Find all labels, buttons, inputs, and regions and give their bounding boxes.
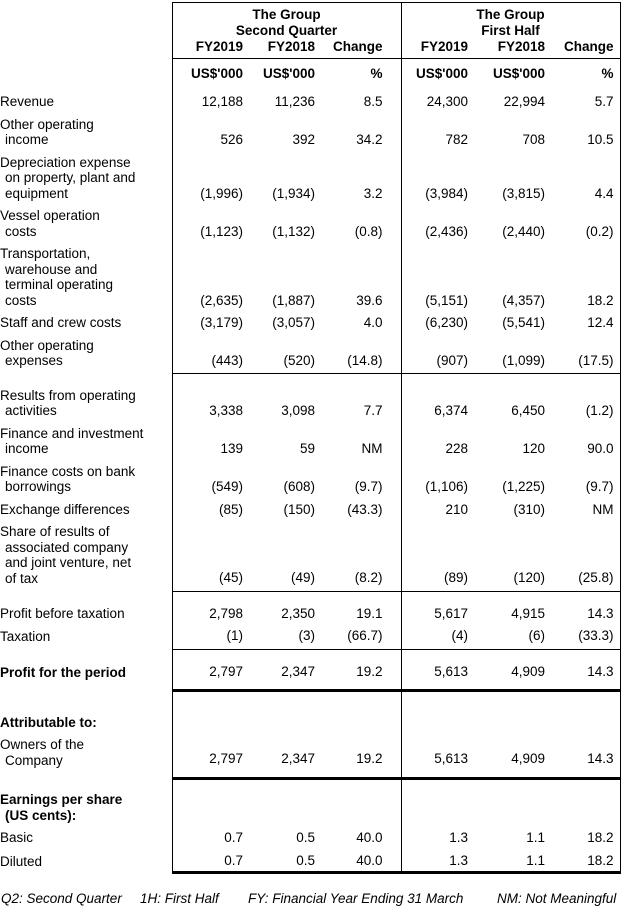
value-cell: (85) <box>172 495 247 518</box>
footnote-legend <box>0 891 629 908</box>
value-cell: 14.3 <box>547 730 620 778</box>
value-cell: (3,057) <box>272 315 315 330</box>
row-label <box>0 691 172 731</box>
value-cell: 22,994 <box>503 94 545 109</box>
value-cell: (4,357) <box>502 292 545 308</box>
value-cell: 5,613 <box>401 730 472 778</box>
value-cell <box>472 691 547 731</box>
row-label-line: Results from operating <box>0 387 136 403</box>
value-cell: (310) <box>513 501 545 517</box>
table-row <box>0 591 620 621</box>
value-cell: (43.3) <box>347 501 383 517</box>
value-cell: 1.1 <box>472 846 547 873</box>
row-label-line: and joint venture, net <box>5 555 132 570</box>
value-cell: (66.7) <box>317 621 401 649</box>
units-row <box>0 58 620 87</box>
value-cell <box>172 691 247 731</box>
value-cell: 392 <box>292 132 315 147</box>
column-header: Change <box>317 38 401 58</box>
value-cell: 5,617 <box>401 591 472 621</box>
value-cell: (4) <box>401 621 472 649</box>
value-cell: (9.7) <box>547 457 620 495</box>
value-cell <box>547 691 620 731</box>
value-cell: 6,450 <box>511 403 545 418</box>
row-label-line: Owners of the <box>0 737 85 752</box>
value-cell: (5,151) <box>401 239 472 308</box>
value-cell: 4.4 <box>547 148 620 202</box>
value-cell: 4,909 <box>472 730 547 778</box>
value-cell: (1,132) <box>272 223 315 239</box>
row-label-line: Staff and crew costs <box>0 315 122 330</box>
row-label <box>0 778 172 823</box>
row-label <box>0 621 172 649</box>
row-label-line: Diluted <box>0 854 43 869</box>
column-header: FY2019 <box>401 38 472 58</box>
row-label-line: Exchange differences <box>0 501 130 517</box>
table-row <box>0 148 620 202</box>
value-cell: (608) <box>283 479 315 494</box>
value-cell: NM <box>361 441 383 456</box>
value-cell: 19.1 <box>356 605 383 621</box>
row-label-line: income <box>5 132 49 147</box>
row-label-line: Vessel operation <box>0 208 100 223</box>
row-label-line: Basic <box>0 830 34 845</box>
row-label-line: activities <box>5 403 57 418</box>
value-cell: (549) <box>172 457 247 495</box>
value-cell <box>317 691 401 731</box>
row-label-line: expenses <box>5 353 63 368</box>
row-label-line: Earnings per share <box>0 792 123 807</box>
value-cell: 0.5 <box>247 846 317 873</box>
value-cell: (0.2) <box>547 201 620 239</box>
value-cell: 6,374 <box>401 374 472 419</box>
row-label <box>0 148 172 202</box>
row-label <box>0 517 172 591</box>
row-label-line: Company <box>5 752 63 768</box>
group-header-second-quarter <box>172 3 401 39</box>
table-row <box>0 730 620 778</box>
value-cell: 2,350 <box>281 605 315 621</box>
units-cell: US$'000 <box>493 65 545 81</box>
row-label <box>0 308 172 331</box>
group2-title-line1: The Group <box>476 7 545 22</box>
value-cell: 0.5 <box>296 830 315 845</box>
value-cell <box>172 778 247 823</box>
value-cell: 120 <box>522 441 545 456</box>
value-cell: (49) <box>247 517 317 591</box>
table-row <box>0 778 620 823</box>
row-label-line: Taxation <box>0 628 51 644</box>
value-cell: 12,188 <box>172 87 247 110</box>
column-header: FY2019 <box>172 38 247 58</box>
value-cell: (1.2) <box>547 374 620 419</box>
value-cell: 3,098 <box>281 403 315 418</box>
table-row <box>0 691 620 731</box>
row-label-line: warehouse and <box>5 261 98 277</box>
value-cell: 4,909 <box>472 649 547 691</box>
value-cell <box>472 778 547 823</box>
units-cell: US$'000 <box>263 65 315 81</box>
row-label-line: (US cents): <box>5 807 77 823</box>
value-cell: (120) <box>472 517 547 591</box>
value-cell: 90.0 <box>547 419 620 457</box>
value-cell: (2,635) <box>172 239 247 308</box>
value-cell: 2,798 <box>172 591 247 621</box>
row-label-line: borrowings <box>5 479 72 494</box>
value-cell: 139 <box>172 419 247 457</box>
value-cell <box>401 691 472 731</box>
units-cell: % <box>370 65 383 81</box>
value-cell: 2,347 <box>247 649 317 691</box>
value-cell: 1.1 <box>526 830 545 845</box>
row-label <box>0 730 172 778</box>
value-cell: 2,797 <box>172 649 247 691</box>
value-cell: 782 <box>401 110 472 148</box>
row-label <box>0 591 172 621</box>
footnote-1h: 1H: First Half <box>140 891 219 906</box>
row-label-line: associated company <box>5 539 129 555</box>
group-header-first-half <box>401 3 620 39</box>
row-label-line: Share of results of <box>0 524 110 539</box>
value-cell: (6) <box>472 621 547 649</box>
row-label-line: Finance costs on bank <box>0 463 136 479</box>
value-cell: 5.7 <box>547 87 620 110</box>
value-cell: (9.7) <box>354 479 383 494</box>
table-row <box>0 517 620 591</box>
value-cell: (2,440) <box>502 223 545 239</box>
row-label <box>0 457 172 495</box>
value-cell: (33.3) <box>547 621 620 649</box>
value-cell: 10.5 <box>547 110 620 148</box>
row-label-line: Revenue <box>0 94 55 109</box>
row-label-line: Finance and investment <box>0 425 144 441</box>
value-cell: 0.7 <box>172 846 247 873</box>
row-label-line: of tax <box>5 570 39 586</box>
row-label-line: Profit for the period <box>0 665 126 680</box>
value-cell: (89) <box>401 517 472 591</box>
value-cell: (1,996) <box>172 148 247 202</box>
units-cell: % <box>547 58 620 87</box>
value-cell: 1.3 <box>401 846 472 873</box>
value-cell <box>317 778 401 823</box>
value-cell: 210 <box>401 495 472 518</box>
value-cell: 4.0 <box>363 315 383 330</box>
table-row <box>0 419 620 457</box>
value-cell: (1) <box>172 621 247 649</box>
value-cell: (907) <box>401 331 472 374</box>
row-label <box>0 87 172 110</box>
table-row <box>0 621 620 649</box>
row-label <box>0 649 172 691</box>
value-cell: 11,236 <box>274 94 315 109</box>
row-label-line: equipment <box>5 185 69 201</box>
table-row <box>0 495 620 518</box>
table-row <box>0 308 620 331</box>
value-cell: 39.6 <box>356 292 383 308</box>
value-cell: 4,915 <box>511 605 545 621</box>
value-cell: (1,099) <box>472 331 547 374</box>
row-label <box>0 823 172 846</box>
value-cell: 3.2 <box>363 185 383 201</box>
value-cell: 40.0 <box>356 830 383 845</box>
row-label <box>0 239 172 308</box>
value-cell: (17.5) <box>547 331 620 374</box>
column-header: FY2018 <box>247 38 317 58</box>
value-cell: 5,613 <box>401 649 472 691</box>
value-cell <box>547 778 620 823</box>
value-cell: (443) <box>172 331 247 374</box>
column-header: Change <box>547 38 620 58</box>
value-cell: (3,984) <box>401 148 472 202</box>
value-cell: (520) <box>247 331 317 374</box>
table-row <box>0 87 620 110</box>
row-label <box>0 846 172 873</box>
value-cell: (3) <box>247 621 317 649</box>
row-label-line: costs <box>5 292 37 308</box>
group2-title-line2: First Half <box>481 22 540 38</box>
value-cell: 24,300 <box>401 87 472 110</box>
value-cell: 708 <box>522 132 545 147</box>
value-cell: 40.0 <box>317 846 401 873</box>
table-body <box>0 87 620 873</box>
units-cell: US$'000 <box>172 58 247 87</box>
footnote-fy: FY: Financial Year Ending 31 March <box>248 891 464 906</box>
row-label-line: Attributable to: <box>0 714 97 730</box>
value-cell: 18.2 <box>547 846 620 873</box>
header-group-row <box>0 3 620 39</box>
header-columns-row <box>0 38 620 58</box>
row-label-line: terminal operating <box>5 277 114 292</box>
value-cell: (1,934) <box>272 185 315 201</box>
row-label-line: on property, plant and <box>5 170 136 185</box>
column-header: FY2018 <box>472 38 547 58</box>
value-cell: 2,347 <box>247 730 317 778</box>
value-cell: (5,541) <box>502 315 545 330</box>
value-cell: 34.2 <box>356 132 383 147</box>
value-cell: 19.2 <box>317 730 401 778</box>
value-cell: (150) <box>283 501 315 517</box>
value-cell: 19.2 <box>317 649 401 691</box>
value-cell: 8.5 <box>363 94 383 109</box>
group1-title-line1: The Group <box>252 7 321 22</box>
row-label <box>0 110 172 148</box>
value-cell: (8.2) <box>317 517 401 591</box>
value-cell: 18.2 <box>547 823 620 846</box>
row-label-line: Transportation, <box>0 246 91 261</box>
table-row <box>0 846 620 873</box>
table-row <box>0 649 620 691</box>
income-statement-table <box>0 2 621 874</box>
value-cell: (1,106) <box>401 457 472 495</box>
value-cell: NM <box>547 495 620 518</box>
row-label <box>0 201 172 239</box>
value-cell <box>247 778 317 823</box>
row-label <box>0 374 172 419</box>
value-cell: 18.2 <box>547 239 620 308</box>
value-cell: (14.8) <box>317 331 401 374</box>
value-cell: 12.4 <box>547 308 620 331</box>
value-cell: 2,797 <box>172 730 247 778</box>
group1-title-line2: Second Quarter <box>235 22 338 38</box>
spacer-cell <box>0 3 172 39</box>
value-cell: (1,123) <box>172 201 247 239</box>
value-cell: (6,230) <box>401 308 472 331</box>
value-cell: 3,338 <box>172 374 247 419</box>
row-label <box>0 331 172 374</box>
table-row <box>0 457 620 495</box>
table-row <box>0 110 620 148</box>
value-cell: (3,179) <box>172 308 247 331</box>
table-row <box>0 239 620 308</box>
value-cell: 7.7 <box>363 403 383 418</box>
row-label-line: income <box>5 441 49 456</box>
row-label-line: Depreciation expense <box>0 154 131 170</box>
row-label <box>0 495 172 518</box>
table-row <box>0 823 620 846</box>
spacer-cell <box>0 38 172 58</box>
value-cell: 59 <box>299 441 315 456</box>
value-cell: (25.8) <box>547 517 620 591</box>
row-label-line: Other operating <box>0 116 94 132</box>
footnote-nm: NM: Not Meaningful <box>497 891 617 906</box>
value-cell: (1,887) <box>272 292 315 308</box>
units-cell: US$'000 <box>401 58 472 87</box>
value-cell: (1,225) <box>502 479 545 494</box>
value-cell: (2,436) <box>401 201 472 239</box>
value-cell: 228 <box>401 419 472 457</box>
value-cell: (3,815) <box>502 185 545 201</box>
table-row <box>0 374 620 419</box>
value-cell: 526 <box>172 110 247 148</box>
value-cell <box>401 778 472 823</box>
value-cell: (0.8) <box>354 223 383 239</box>
value-cell: 0.7 <box>172 823 247 846</box>
row-label <box>0 419 172 457</box>
table-row <box>0 201 620 239</box>
value-cell: 14.3 <box>547 649 620 691</box>
spacer-cell <box>0 58 172 87</box>
table-row <box>0 331 620 374</box>
row-label-line: Profit before taxation <box>0 605 125 621</box>
row-label-line: Other operating <box>0 337 94 353</box>
value-cell: (45) <box>172 517 247 591</box>
value-cell <box>247 691 317 731</box>
value-cell: 14.3 <box>547 591 620 621</box>
value-cell: 1.3 <box>401 823 472 846</box>
row-label-line: costs <box>5 223 37 239</box>
footnote-q2: Q2: Second Quarter <box>1 891 122 906</box>
